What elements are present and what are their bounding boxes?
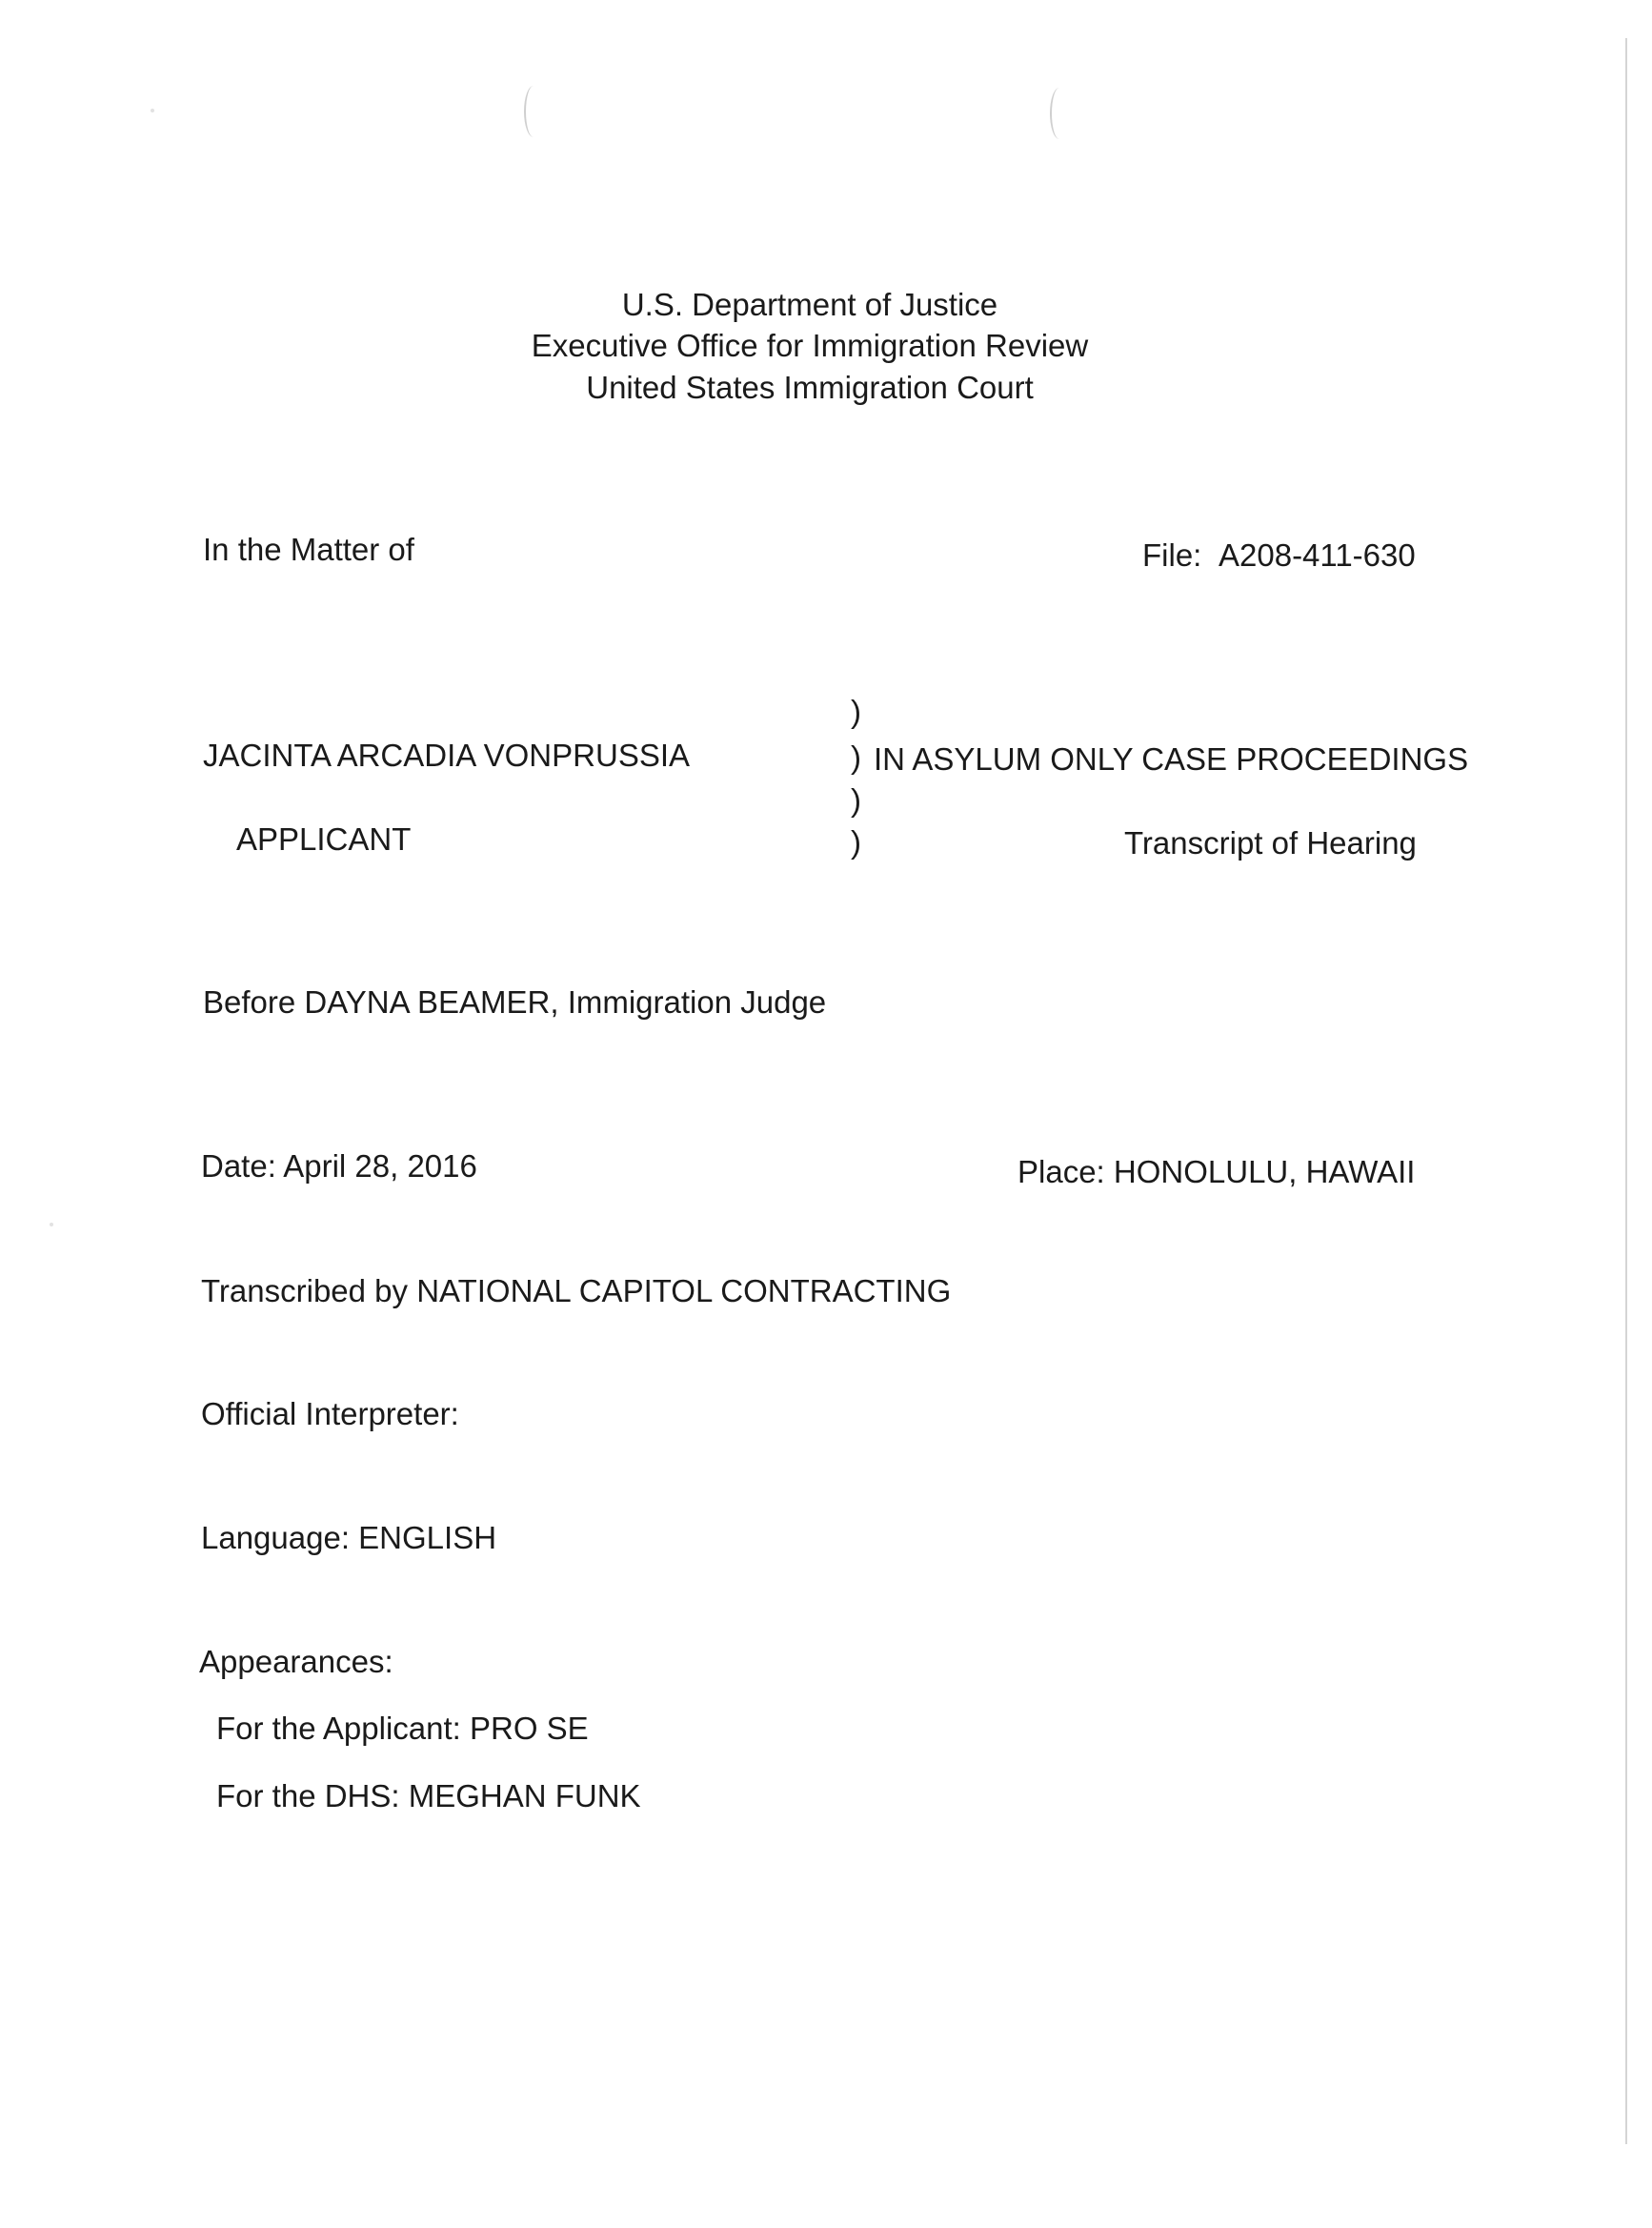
caption-paren: ) — [851, 824, 861, 860]
dhs-appearance: For the DHS: MEGHAN FUNK — [216, 1778, 641, 1813]
scan-edge-line — [1625, 38, 1627, 2144]
punch-hole-mark — [1050, 88, 1069, 139]
hearing-place: Place: HONOLULU, HAWAII — [1017, 1154, 1416, 1189]
punch-hole-mark — [524, 86, 543, 137]
applicant-appearance: For the Applicant: PRO SE — [216, 1711, 589, 1746]
appearances-heading: Appearances: — [199, 1644, 393, 1679]
file-label: File: — [1142, 537, 1202, 573]
office-name: Executive Office for Immigration Review — [531, 328, 1089, 363]
caption-paren: ) — [851, 694, 861, 729]
proceedings-type: IN ASYLUM ONLY CASE PROCEEDINGS — [874, 741, 1469, 777]
interpreter-line: Official Interpreter: — [201, 1396, 459, 1431]
agency-name: U.S. Department of Justice — [621, 287, 998, 322]
applicant-role: APPLICANT — [236, 821, 412, 857]
transcript-title: Transcript of Hearing — [1124, 825, 1417, 861]
scan-speck — [151, 109, 154, 112]
language-line: Language: ENGLISH — [201, 1520, 497, 1555]
matter-label: In the Matter of — [203, 532, 414, 567]
scan-speck — [50, 1223, 53, 1226]
transcriber-line: Transcribed by NATIONAL CAPITOL CONTRACTING — [201, 1273, 952, 1308]
file-number: A208-411-630 — [1219, 537, 1416, 573]
court-name: United States Immigration Court — [586, 370, 1034, 405]
caption-paren: ) — [851, 739, 861, 775]
caption-paren: ) — [851, 782, 861, 818]
applicant-name: JACINTA ARCADIA VONPRUSSIA — [203, 738, 691, 773]
hearing-date: Date: April 28, 2016 — [201, 1148, 477, 1184]
judge-line: Before DAYNA BEAMER, Immigration Judge — [203, 984, 827, 1020]
